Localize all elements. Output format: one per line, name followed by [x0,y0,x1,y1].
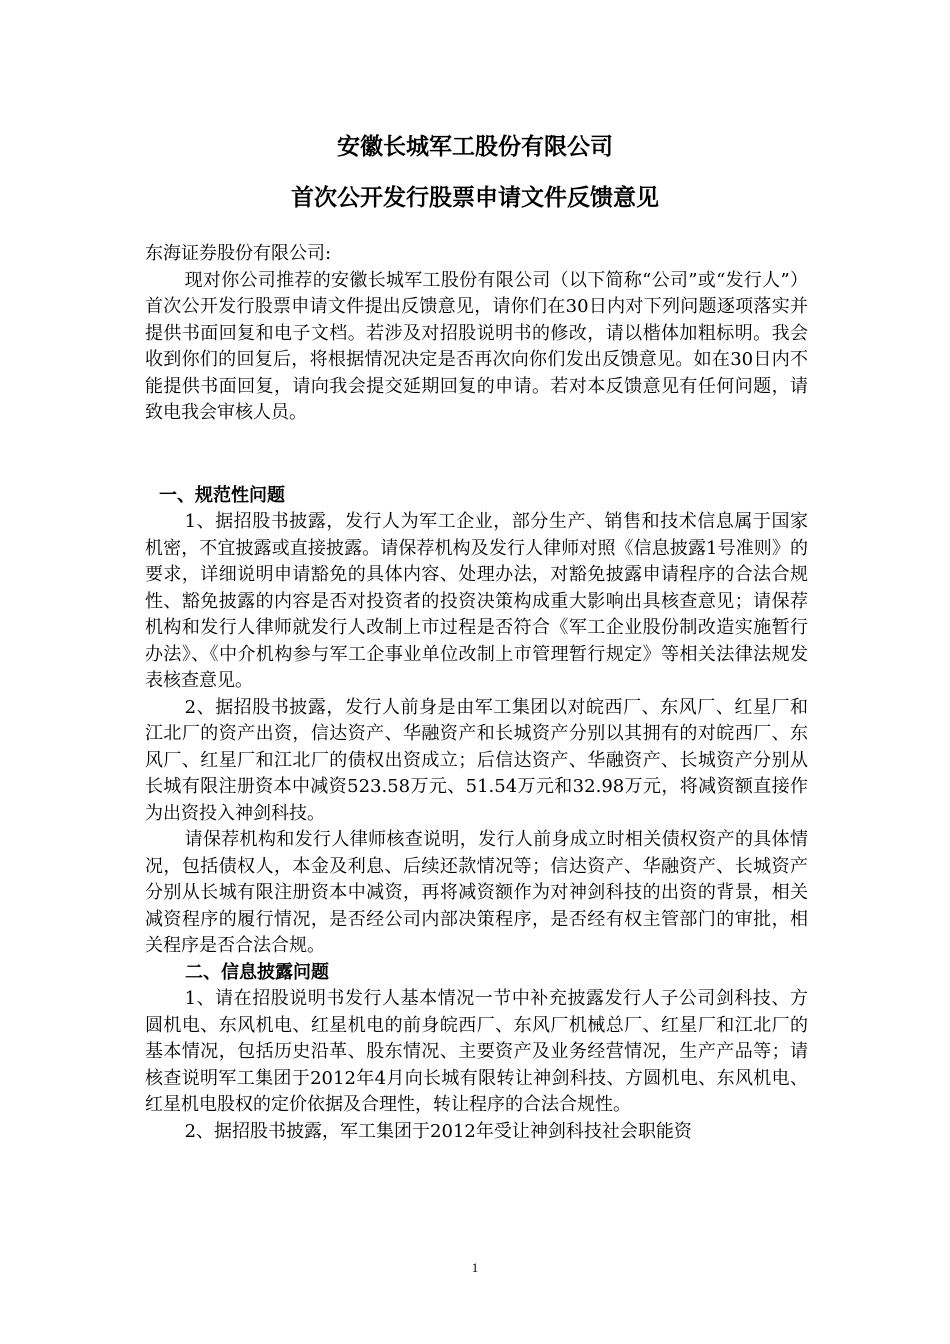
document-body [145,241,808,1145]
addressee: 东海证券股份有限公司: [145,243,332,264]
document-title: 安徽长城军工股份有限公司 [337,134,613,160]
document-subtitle: 首次公开发行股票申请文件反馈意见 [291,185,659,211]
paragraph: 2、据招股书披露，军工集团于2012年受让神剑科技社会职能资 [184,1120,692,1142]
paragraph: 1、据招股书披露，发行人为军工企业，部分生产、销售和技术信息属于国家机密，不宜披露或直接披露。请保荐机构及发行人律师对照《信息披露1号准则》的要求，详细说明申请豁免的具体内容、处理办法，对豁免披露申请程序的合法合规性、豁免披露的内容是否对投资者的投资决策构成重大影响出具核查意见；请保荐机构和发行人律师就发行人改制上市过程是否符合《军工企业股份制改造实施暂行办法》、《中介机构参与军工企事业单位改制上市管理暂行规定》等相关法律法规发表核查意见。 [145,511,808,691]
intro-paragraph: 现对你公司推荐的安徽长城军工股份有限公司（以下简称“公司”或“发行人”）首次公开发行股票申请文件提出反馈意见，请你们在30日内对下列问题逐项落实并提供书面回复和电子文档。若涉及对招股说明书的修改，请以楷体加粗标明。我会收到你们的回复后，将根据情况决定是否再次向你们发出反馈意见。如在30日内不能提供书面回复，请向我会提交延期回复的申请。若对本反馈意见有任何问题，请致电我会审核人员。 [145,269,808,423]
paragraph: 2、据招股书披露，发行人前身是由军工集团以对皖西厂、东风厂、红星厂和江北厂的资产出资，信达资产、华融资产和长城资产分别以其拥有的对皖西厂、东风厂、红星厂和江北厂的债权出资成立；后信达资产、华融资产、长城资产分别从长城有限注册资本中减资523.58万元、51.54万元和32.98万元，将减资额直接作为出资投入神剑科技。 [145,696,808,824]
paragraph: 请保荐机构和发行人律师核查说明，发行人前身成立时相关债权资产的具体情况，包括债权人，本金及利息、后续还款情况等；信达资产、华融资产、长城资产分别从长城有限注册资本中减资，再将减资额作为对神剑科技的出资的背景，相关减资程序的履行情况，是否经公司内部决策程序，是否经有权主管部门的审批，相关程序是否合法合规。 [145,829,808,956]
section-heading-disclosure: 二、信息披露问题 [185,961,329,983]
paragraph: 1、请在招股说明书发行人基本情况一节中补充披露发行人子公司剑科技、方圆机电、东风机电、红星机电的前身皖西厂、东风厂机械总厂、红星厂和江北厂的基本情况，包括历史沿革、股东情况、主要资产及业务经营情况，生产产品等；请核查说明军工集团于2012年4月向长城有限转让神剑科技、方圆机电、东风机电、红星机电股权的定价依据及合理性，转让程序的合法合规性。 [145,988,808,1115]
page-number: 1 [471,1260,479,1275]
section-heading-normative: 一、规范性问题 [159,484,285,506]
